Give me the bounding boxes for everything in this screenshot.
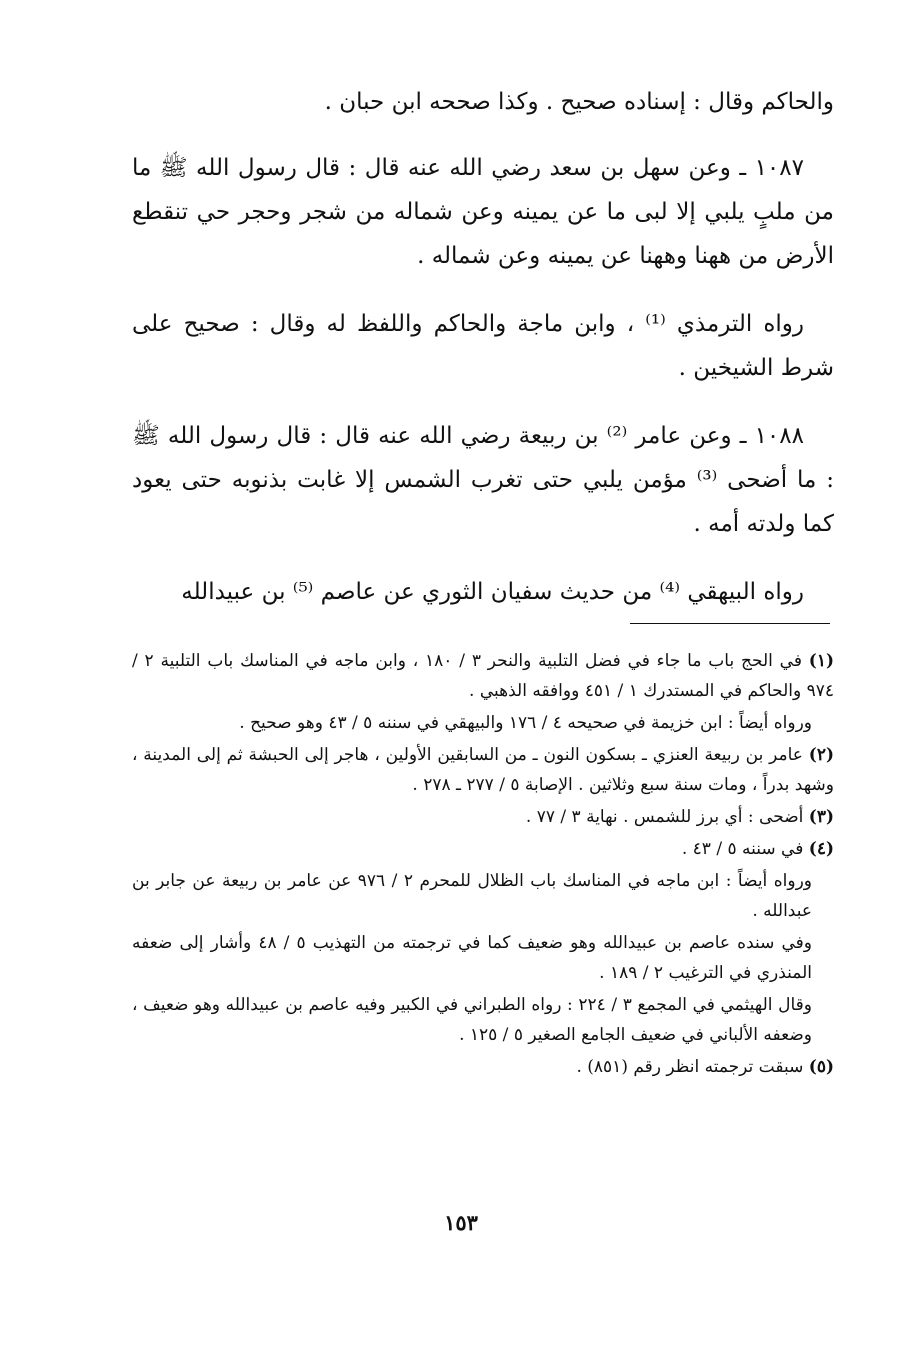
narration-tirmidhi: رواه الترمذي ⁽¹⁾ ، وابن ماجة والحاكم واللفظ له وقال : صحيح على شرط الشيخين . xyxy=(132,311,834,381)
paragraph-continuation: والحاكم وقال : إسناده صحيح . وكذا صححه ابن حبان . xyxy=(324,89,834,115)
main-text xyxy=(132,80,834,638)
footnote-number: (٢) xyxy=(808,745,835,765)
footnote-text: وقال الهيثمي في المجمع ٣ / ٢٢٤ : رواه الطبراني في الكبير وفيه عاصم بن عبيدالله وهو ضعيف ، وضعفه الألباني في ضعيف الجامع الصغير ٥ / ١٢٥ . xyxy=(132,995,812,1045)
footnote-number: (٥) xyxy=(808,1057,834,1077)
footnote-number: (١) xyxy=(808,651,834,671)
footnote-separator xyxy=(630,623,830,624)
footnotes xyxy=(132,646,834,1084)
narration-bayhaqi: رواه البيهقي ⁽⁴⁾ من حديث سفيان الثوري عن عاصم ⁽⁵⁾ بن عبيدالله xyxy=(181,579,804,605)
page-number: ١٥٣ xyxy=(444,1210,478,1235)
footnote-1-continued xyxy=(132,708,834,738)
footnote-4-continued xyxy=(132,866,834,926)
hadith-1088: ١٠٨٨ ـ وعن عامر ⁽²⁾ بن ربيعة رضي الله عنه قال : قال رسول الله ﷺ : ما أضحى ⁽³⁾ مؤمن يلبي حتى تغرب الشمس إلا غابت بذنوبه حتى يعود كما ولدته أمه . xyxy=(132,423,834,537)
footnote-text: ورواه أيضاً : ابن خزيمة في صحيحه ٤ / ١٧٦ والبيهقي في سننه ٥ / ٤٣ وهو صحيح . xyxy=(239,713,812,733)
footnote-4-continued xyxy=(132,990,834,1050)
footnote-text: في الحج باب ما جاء في فضل التلبية والنحر ٣ / ١٨٠ ، وابن ماجه في المناسك باب التلبية ٢ / ٩٧٤ والحاكم في المستدرك ١ / ٤٥١ ووافقه الذهبي . xyxy=(132,651,834,701)
footnote-text: سبقت ترجمته انظر رقم (٨٥١) . xyxy=(576,1057,804,1077)
footnote-2 xyxy=(132,740,834,800)
footnote-text: أضحى : أي برز للشمس . نهاية ٣ / ٧٧ . xyxy=(525,807,804,827)
footnote-text: ورواه أيضاً : ابن ماجه في المناسك باب الظلال للمحرم ٢ / ٩٧٦ عن عامر بن ربيعة عن جابر بن عبدالله . xyxy=(132,871,813,921)
footnote-4-continued xyxy=(132,928,834,988)
footnote-4 xyxy=(132,834,834,864)
footnote-text: وفي سنده عاصم بن عبيدالله وهو ضعيف كما في ترجمته من التهذيب ٥ / ٤٨ وأشار إلى ضعفه المنذري في الترغيب ٢ / ١٨٩ . xyxy=(132,933,812,983)
footnote-number: (٤) xyxy=(808,839,834,859)
footnote-1 xyxy=(132,646,834,706)
footnote-text: عامر بن ربيعة العنزي ـ بسكون النون ـ من السابقين الأولين ، هاجر إلى الحبشة ثم إلى المدينة ، وشهد بدراً ، ومات سنة سبع وثلاثين . الإصابة ٥ / ٢٧٧ ـ ٢٧٨ . xyxy=(132,745,834,795)
footnote-number: (٣) xyxy=(808,807,834,827)
footnote-3 xyxy=(132,802,834,832)
hadith-1087: ١٠٨٧ ـ وعن سهل بن سعد رضي الله عنه قال : قال رسول الله ﷺ ما من ملبٍ يلبي إلا لبى ما عن يمينه وعن شماله من شجر وحجر حي تنقطع الأرض من ههنا وههنا عن يمينه وعن شماله . xyxy=(132,155,834,269)
footnote-5 xyxy=(132,1052,834,1082)
footnote-text: في سننه ٥ / ٤٣ . xyxy=(681,839,804,859)
